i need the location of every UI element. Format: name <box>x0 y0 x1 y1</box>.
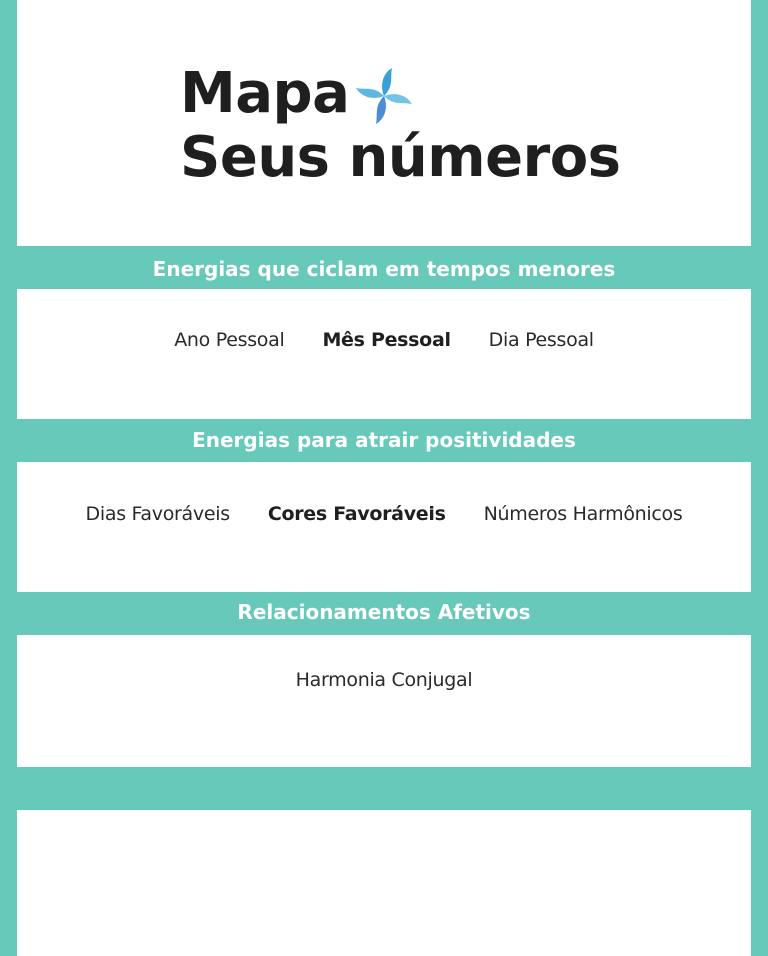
empty-panel <box>17 810 751 956</box>
section-title-positivity: Energias para atrair positividades <box>192 428 576 452</box>
section-panel-relationships <box>17 635 751 767</box>
item-numeros-harmonicos[interactable]: Números Harmônicos <box>483 503 683 525</box>
section-panel-positivity <box>17 462 751 592</box>
section-title-cycles: Energias que ciclam em tempos menores <box>152 257 616 281</box>
pinwheel-icon <box>354 66 414 126</box>
item-harmonia-conjugal[interactable]: Harmonia Conjugal <box>295 669 473 691</box>
page-title-line-1: Mapa <box>180 61 350 126</box>
item-cores-favoraveis[interactable]: Cores Favoráveis <box>267 503 446 525</box>
item-ano-pessoal[interactable]: Ano Pessoal <box>174 329 285 351</box>
item-row <box>17 502 751 526</box>
header-panel <box>17 0 751 246</box>
item-mes-pessoal[interactable]: Mês Pessoal <box>322 329 451 351</box>
item-row <box>17 668 751 692</box>
item-row <box>17 328 751 352</box>
page-title-line-2: Seus números <box>180 125 621 190</box>
item-dia-pessoal[interactable]: Dia Pessoal <box>488 329 594 351</box>
section-panel-cycles <box>17 289 751 419</box>
item-dias-favoraveis[interactable]: Dias Favoráveis <box>85 503 230 525</box>
section-title-relationships: Relacionamentos Afetivos <box>237 600 531 624</box>
